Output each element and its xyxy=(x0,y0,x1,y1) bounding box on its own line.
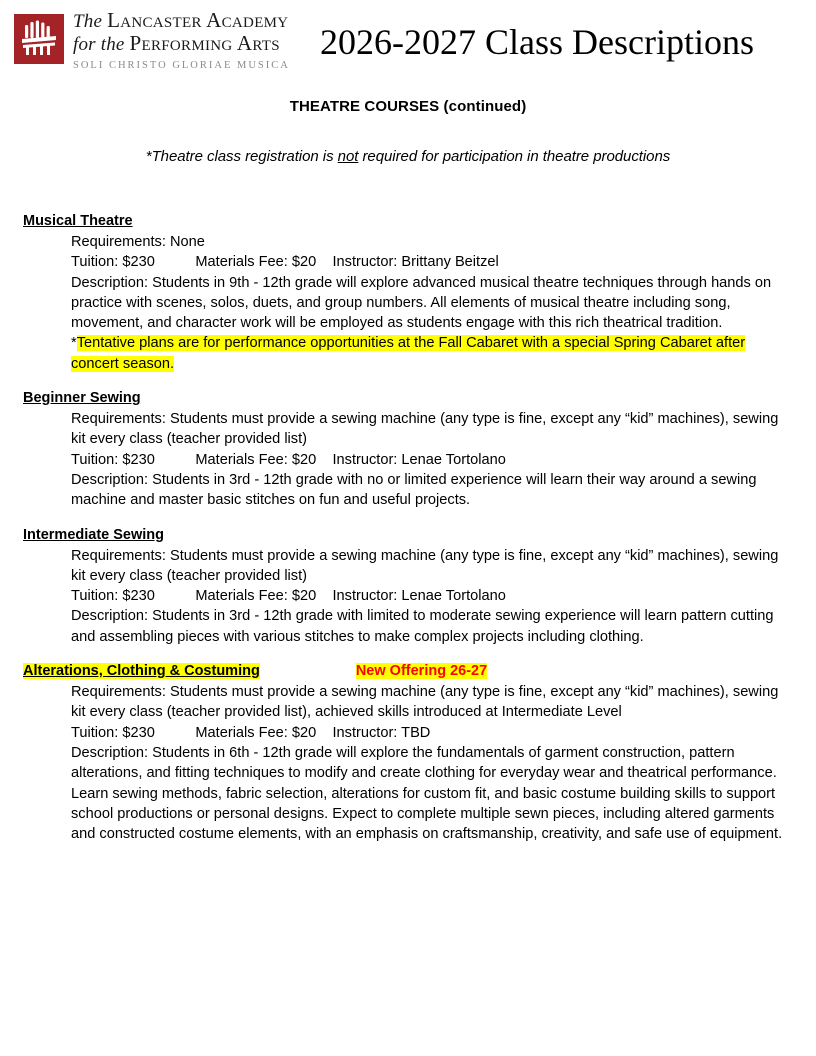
course-heading xyxy=(23,663,794,679)
course-details xyxy=(71,232,794,374)
registration-note xyxy=(0,148,816,165)
course-tuition: Tuition: $230 xyxy=(71,451,155,468)
course-name: Musical Theatre xyxy=(23,213,133,229)
course-materials-fee: Materials Fee: $20 xyxy=(195,588,317,605)
course-materials-fee: Materials Fee: $20 xyxy=(195,254,317,271)
course-entry xyxy=(23,213,794,374)
course-tuition: Tuition: $230 xyxy=(71,254,155,271)
course-instructor: Instructor: Lenae Tortolano xyxy=(332,588,506,605)
logo-line-two xyxy=(73,33,290,54)
course-tuition: Tuition: $230 xyxy=(71,588,155,605)
course-name: Beginner Sewing xyxy=(23,390,141,407)
course-description: Description: Students in 3rd - 12th grade with no or limited experience will learn their way around a sewing machine and master basic stitches on fun and useful projects. xyxy=(71,471,757,509)
course-note xyxy=(71,333,794,374)
note-underlined-word: not xyxy=(337,148,359,165)
course-name: Intermediate Sewing xyxy=(23,526,165,543)
school-logo xyxy=(14,10,314,72)
course-heading xyxy=(23,527,794,543)
course-details xyxy=(71,546,794,647)
page-title: 2026-2027 Class Descriptions xyxy=(320,22,754,62)
course-note-highlight: Tentative plans are for performance opportunities at the Fall Cabaret with a special Spring Cabaret after concert season. xyxy=(71,335,746,372)
course-instructor: Instructor: Brittany Beitzel xyxy=(332,254,499,271)
course-description: Description: Students in 9th - 12th grade will explore advanced musical theatre techniques through hands on practice with scenes, solos, duets, and group numbers. All elements of musical theatre including song, movement, and character work will be employed as students engage with this rich theatrical tradition. xyxy=(71,274,772,332)
course-fee-row xyxy=(71,586,794,606)
course-materials-fee: Materials Fee: $20 xyxy=(195,724,317,741)
course-details xyxy=(71,409,794,510)
course-name: Alterations, Clothing & Costuming xyxy=(23,663,260,680)
logo-the: The xyxy=(73,11,103,32)
course-details xyxy=(71,682,794,844)
course-requirements: Requirements: Students must provide a sewing machine (any type is fine, except any “kid” machines), sewing kit every class (teacher provided list) xyxy=(71,411,779,448)
course-tuition: Tuition: $230 xyxy=(71,724,155,741)
new-offering-badge: New Offering 26-27 xyxy=(355,663,488,680)
course-fee-row xyxy=(71,252,794,272)
course-requirements: Requirements: Students must provide a sewing machine (any type is fine, except any “kid” machines), sewing kit every class (teacher provided list), achieved skills introduced at Intermediate Level xyxy=(71,684,779,721)
course-fee-row xyxy=(71,723,794,743)
logo-line-one xyxy=(73,10,290,31)
course-description: Description: Students in 3rd - 12th grade with limited to moderate sewing experience will learn pattern cutting and assembling pieces with various stitches to make complex projects including clothing. xyxy=(71,608,774,645)
academy-crest-icon xyxy=(14,14,64,64)
course-entry xyxy=(23,527,794,647)
logo-lancaster-academy: Lancaster Academy xyxy=(107,8,289,32)
course-heading xyxy=(23,390,794,406)
course-requirements: Requirements: None xyxy=(71,234,205,250)
course-entry xyxy=(23,390,794,510)
note-prefix: *Theatre class registration is xyxy=(145,148,338,165)
course-instructor: Instructor: Lenae Tortolano xyxy=(332,451,506,468)
course-requirements: Requirements: Students must provide a sewing machine (any type is fine, except any “kid” machines), sewing kit every class (teacher provided list) xyxy=(71,547,779,584)
note-suffix: required for participation in theatre productions xyxy=(358,148,671,165)
section-title: THEATRE COURSES (continued) xyxy=(289,98,527,115)
course-note-star: * xyxy=(71,335,77,352)
course-materials-fee: Materials Fee: $20 xyxy=(195,451,317,468)
logo-for-the: for the xyxy=(73,34,125,55)
course-entry xyxy=(23,663,794,844)
course-heading xyxy=(23,213,794,229)
logo-performing-arts: Performing Arts xyxy=(129,31,280,55)
course-description: Description: Students in 6th - 12th grade will explore the fundamentals of garment construction, pattern alterations, and fitting techniques to modify and create clothing for everyday wear and theatrical performance. Learn sewing methods, fabric selection, alterations for custom fit, and basic costume building skills to support school productions or personal designs. Expect to complete multiple sewn pieces, including altered garments and constructed costume elements, with an emphasis on craftsmanship, creativity, and safe use of equipment. xyxy=(71,744,783,843)
course-fee-row xyxy=(71,450,794,470)
logo-wordmark xyxy=(73,10,290,72)
course-instructor: Instructor: TBD xyxy=(332,724,431,741)
page-header xyxy=(0,0,816,76)
course-list xyxy=(0,213,816,844)
logo-tagline: SOLI CHRISTO GLORIAE MUSICA xyxy=(73,60,290,71)
